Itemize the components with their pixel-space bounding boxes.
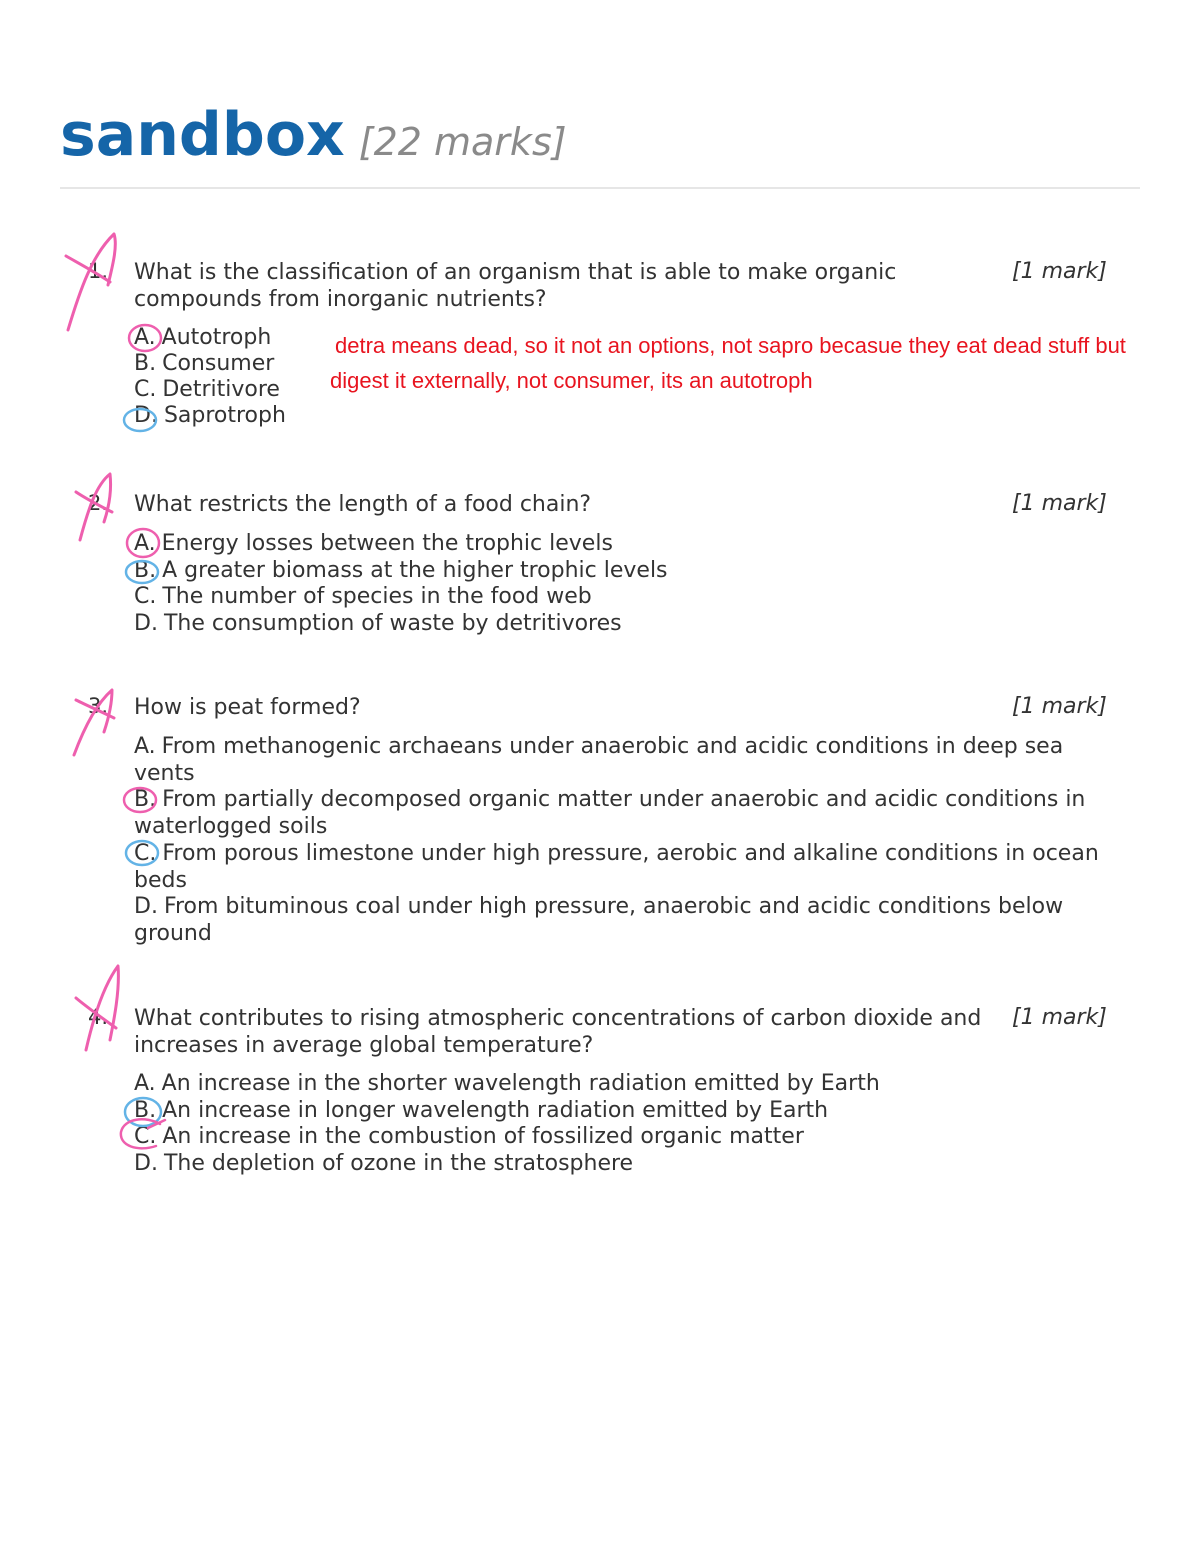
- option-a[interactable]: A. Energy losses between the trophic levels: [134, 531, 613, 556]
- question-text: What is the classification of an organism that is able to make organic compounds from inorganic nutrients?: [134, 260, 897, 312]
- option-c[interactable]: C. The number of species in the food web: [134, 584, 592, 609]
- option-b[interactable]: B. Consumer: [134, 351, 275, 376]
- question-marks: [1 mark]: [1012, 491, 1107, 516]
- question-text: What contributes to rising atmospheric concentrations of carbon dioxide and increases in average global temperature?: [134, 1006, 982, 1058]
- title-divider: [60, 187, 1140, 189]
- question-number: 4.: [88, 1005, 109, 1029]
- option-a[interactable]: A. An increase in the shorter wavelength radiation emitted by Earth: [134, 1071, 880, 1096]
- option-b[interactable]: B. From partially decomposed organic matter under anaerobic and acidic conditions in waterlogged soils: [134, 787, 1086, 840]
- title-marks: [22 marks]: [358, 120, 567, 164]
- annotation-comment-line-1: detra means dead, so it not an options, not sapro becasue they eat dead stuff but: [335, 333, 1126, 358]
- option-d[interactable]: D. Saprotroph: [134, 403, 286, 428]
- option-list: [134, 1071, 1109, 1177]
- option-c[interactable]: C. Detritivore: [134, 377, 280, 402]
- question-number: 2.: [88, 491, 109, 515]
- question-text: How is peat formed?: [134, 695, 361, 720]
- annotation-comment-line-2: digest it externally, not consumer, its an autotroph: [330, 368, 813, 393]
- page-title: [60, 100, 567, 170]
- option-a[interactable]: A. Autotroph: [134, 325, 272, 350]
- option-b[interactable]: B. An increase in longer wavelength radiation emitted by Earth: [134, 1097, 829, 1123]
- question-text: What restricts the length of a food chain?: [134, 492, 592, 517]
- question-marks: [1 mark]: [1012, 259, 1107, 284]
- option-d[interactable]: D. The depletion of ozone in the stratosphere: [134, 1150, 634, 1176]
- title-name: sandbox: [60, 100, 345, 170]
- option-a[interactable]: A. From methanogenic archaeans under anaerobic and acidic conditions in deep sea vents: [134, 734, 1064, 786]
- question-number: 3.: [88, 694, 109, 718]
- question-number: 1.: [88, 259, 109, 283]
- option-c[interactable]: C. An increase in the combustion of fossilized organic matter: [134, 1124, 804, 1149]
- option-list: [134, 734, 1104, 948]
- question-marks: [1 mark]: [1012, 694, 1107, 719]
- option-b[interactable]: B. A greater biomass at the higher trophic levels: [134, 557, 668, 583]
- option-list: [134, 531, 1109, 637]
- option-c[interactable]: C. From porous limestone under high pressure, aerobic and alkaline conditions in ocean beds: [134, 840, 1099, 893]
- question-marks: [1 mark]: [1012, 1005, 1107, 1030]
- option-d[interactable]: D. The consumption of waste by detritivores: [134, 610, 622, 636]
- option-d[interactable]: D. From bituminous coal under high pressure, anaerobic and acidic conditions below ground: [134, 894, 1064, 946]
